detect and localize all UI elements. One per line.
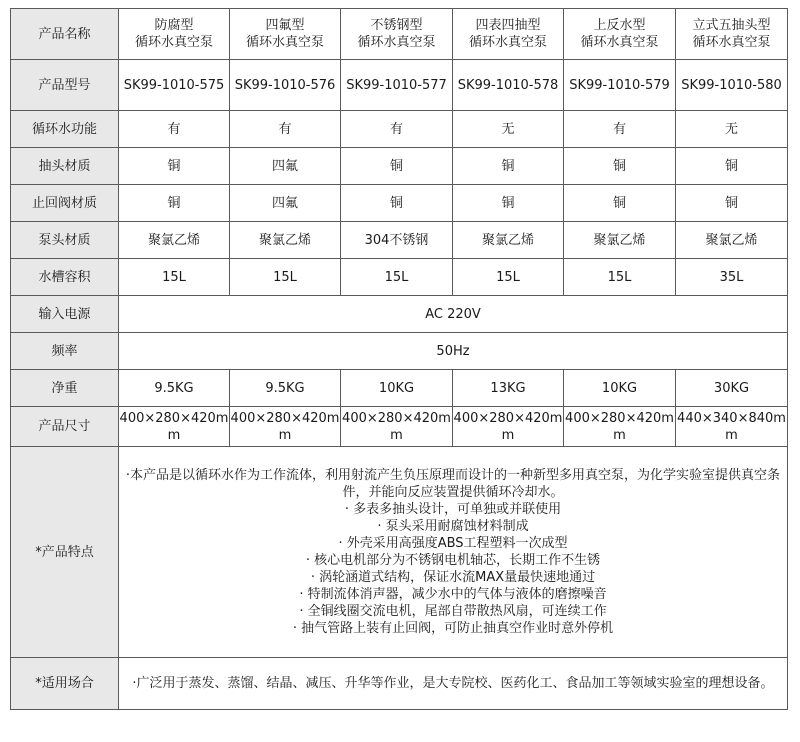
- feature-line: · 特制流体消声器，减少水中的气体与液体的磨擦噪音: [299, 587, 607, 602]
- cell-value: 有: [341, 111, 453, 148]
- cell-value: 聚氯乙烯: [230, 222, 341, 259]
- feature-line: ·本产品是以循环水作为工作流体，利用射流产生负压原理而设计的一种新型多用真空泵，为化学实验室提供真空条件，并能向反应装置提供循环冷却水。: [125, 468, 781, 500]
- cell-value: 10KG: [341, 370, 453, 407]
- row-net-weight: [11, 370, 788, 407]
- cell-value: 400×280×420mm: [119, 407, 230, 447]
- row-pump-head: [11, 222, 788, 259]
- cell-value: 铜: [453, 185, 564, 222]
- cell-value: 四氟: [230, 185, 341, 222]
- cell-value: 9.5KG: [119, 370, 230, 407]
- row-product-features: [11, 447, 788, 658]
- cell-value: SK99-1010-575: [119, 60, 230, 111]
- row-circulating-water: [11, 111, 788, 148]
- cell-value: 四氟: [230, 148, 341, 185]
- label-circulating-water: 循环水功能: [11, 111, 119, 148]
- label-model-number: 产品型号: [11, 60, 119, 111]
- row-frequency: [11, 333, 788, 370]
- cell-value: 15L: [341, 259, 453, 296]
- cell-value: 400×280×420mm: [453, 407, 564, 447]
- row-tank-volume: [11, 259, 788, 296]
- cell-value: 35L: [676, 259, 788, 296]
- cell-value: SK99-1010-579: [564, 60, 676, 111]
- cell-value: SK99-1010-577: [341, 60, 453, 111]
- cell-value: SK99-1010-578: [453, 60, 564, 111]
- model-header-6: 立式五抽头型 循环水真空泵: [676, 9, 788, 60]
- cell-value: 铜: [119, 148, 230, 185]
- cell-value: 铜: [676, 148, 788, 185]
- cell-value: 15L: [230, 259, 341, 296]
- row-check-valve: [11, 185, 788, 222]
- cell-value: 铜: [564, 148, 676, 185]
- feature-line: · 全铜线圈交流电机，尾部自带散热风扇，可连续工作: [299, 604, 607, 619]
- feature-line: · 涡轮涵道式结构，保证水流MAX量最快速地通过: [310, 570, 596, 585]
- feature-line: · 多表多抽头设计，可单独或并联使用: [344, 502, 562, 517]
- cell-value: 有: [119, 111, 230, 148]
- feature-line: · 核心电机部分为不锈钢电机轴芯，长期工作不生锈: [305, 553, 601, 568]
- applications-text: ·广泛用于蒸发、蒸馏、结晶、减压、升华等作业，是大专院校、医药化工、食品加工等领域实验室的理想设备。: [119, 658, 788, 710]
- frequency-value: 50Hz: [119, 333, 788, 370]
- label-nozzle-material: 抽头材质: [11, 148, 119, 185]
- cell-value: 聚氯乙烯: [564, 222, 676, 259]
- label-product-features: *产品特点: [11, 447, 119, 658]
- features-text: [119, 447, 788, 658]
- feature-line: · 抽气管路上装有止回阀，可防止抽真空作业时意外停机: [292, 621, 614, 636]
- cell-value: 铜: [341, 148, 453, 185]
- cell-value: 304不锈钢: [341, 222, 453, 259]
- feature-line: · 泵头采用耐腐蚀材料制成: [377, 519, 529, 534]
- cell-value: 有: [230, 111, 341, 148]
- cell-value: 聚氯乙烯: [453, 222, 564, 259]
- cell-value: 聚氯乙烯: [676, 222, 788, 259]
- label-product-size: 产品尺寸: [11, 407, 119, 447]
- cell-value: 400×280×420mm: [230, 407, 341, 447]
- label-tank-volume: 水槽容积: [11, 259, 119, 296]
- cell-value: 铜: [676, 185, 788, 222]
- label-pump-head: 泵头材质: [11, 222, 119, 259]
- row-input-power: [11, 296, 788, 333]
- model-header-1: 防腐型 循环水真空泵: [119, 9, 230, 60]
- cell-value: 400×280×420mm: [564, 407, 676, 447]
- cell-value: 铜: [564, 185, 676, 222]
- label-product-name: 产品名称: [11, 9, 119, 60]
- cell-value: 400×280×420mm: [341, 407, 453, 447]
- model-header-4: 四表四抽型 循环水真空泵: [453, 9, 564, 60]
- cell-value: 15L: [119, 259, 230, 296]
- label-check-valve: 止回阀材质: [11, 185, 119, 222]
- cell-value: SK99-1010-580: [676, 60, 788, 111]
- cell-value: 有: [564, 111, 676, 148]
- row-model-number: [11, 60, 788, 111]
- row-product-name: [11, 9, 788, 60]
- model-header-5: 上反水型 循环水真空泵: [564, 9, 676, 60]
- cell-value: 铜: [341, 185, 453, 222]
- cell-value: 13KG: [453, 370, 564, 407]
- feature-line: · 外壳采用高强度ABS工程塑料一次成型: [338, 536, 568, 551]
- cell-value: 聚氯乙烯: [119, 222, 230, 259]
- row-applications: [11, 658, 788, 710]
- cell-value: 无: [453, 111, 564, 148]
- spec-table: [10, 8, 788, 710]
- cell-value: 30KG: [676, 370, 788, 407]
- label-input-power: 输入电源: [11, 296, 119, 333]
- cell-value: 10KG: [564, 370, 676, 407]
- label-frequency: 频率: [11, 333, 119, 370]
- cell-value: 15L: [453, 259, 564, 296]
- cell-value: 440×340×840mm: [676, 407, 788, 447]
- cell-value: 无: [676, 111, 788, 148]
- model-header-3: 不锈钢型 循环水真空泵: [341, 9, 453, 60]
- input-power-value: AC 220V: [119, 296, 788, 333]
- cell-value: 铜: [119, 185, 230, 222]
- cell-value: 9.5KG: [230, 370, 341, 407]
- cell-value: SK99-1010-576: [230, 60, 341, 111]
- model-header-2: 四氟型 循环水真空泵: [230, 9, 341, 60]
- label-net-weight: 净重: [11, 370, 119, 407]
- label-applications: *适用场合: [11, 658, 119, 710]
- cell-value: 15L: [564, 259, 676, 296]
- cell-value: 铜: [453, 148, 564, 185]
- row-product-size: [11, 407, 788, 447]
- row-nozzle-material: [11, 148, 788, 185]
